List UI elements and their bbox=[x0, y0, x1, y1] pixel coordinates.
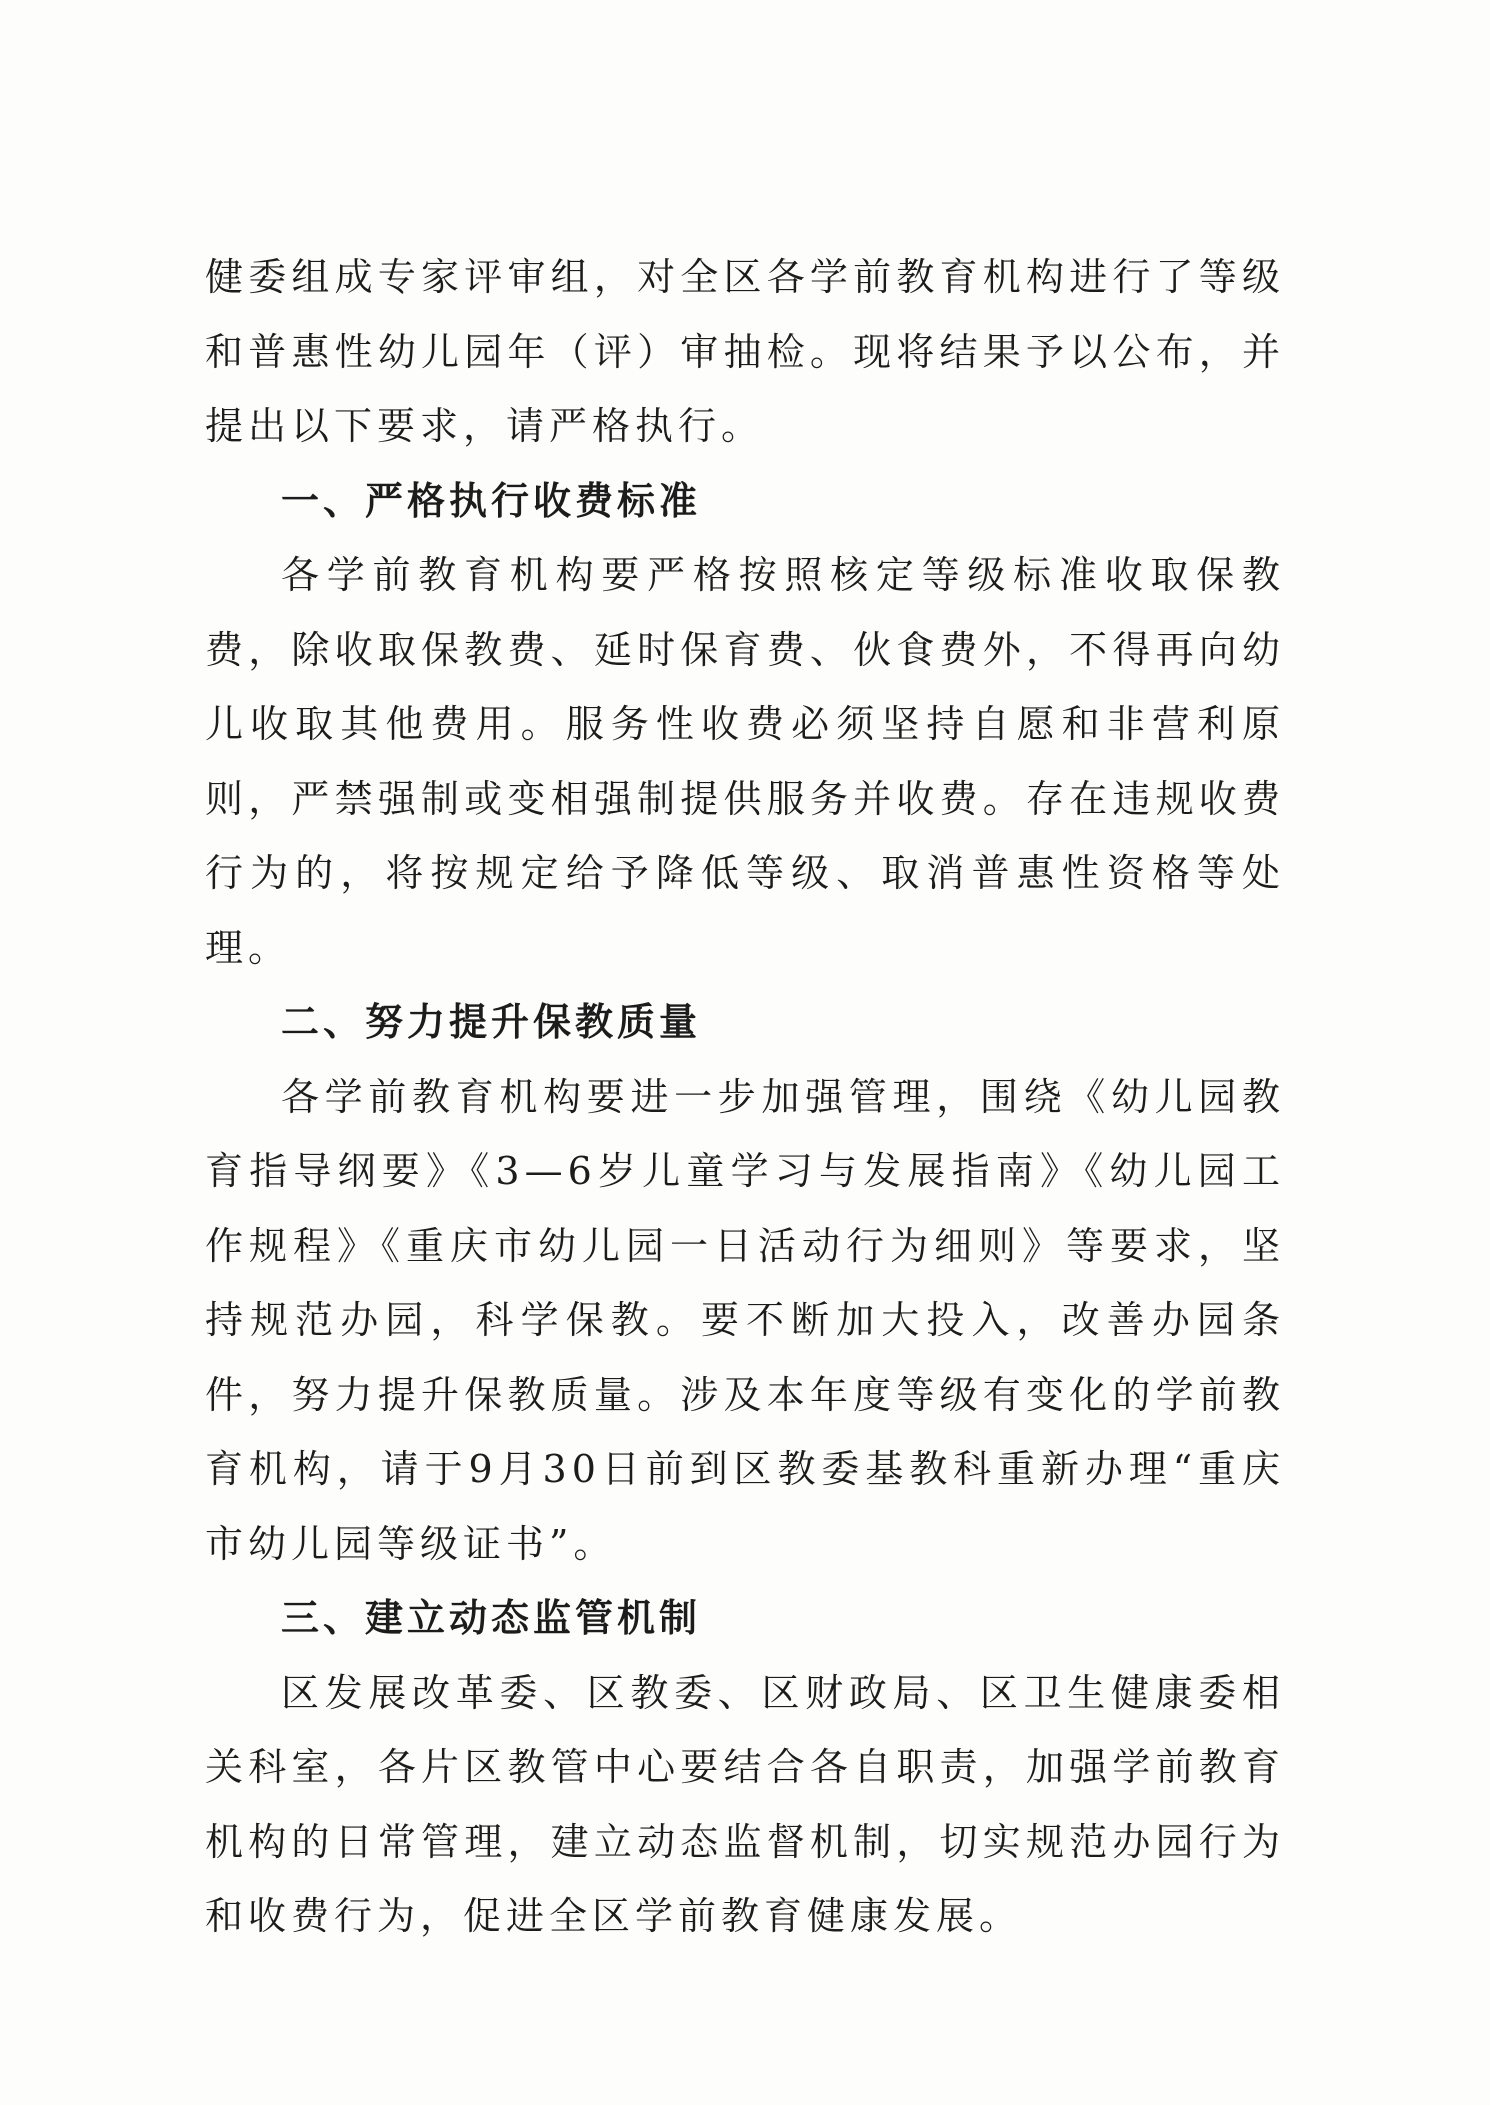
section-body-dynamic-supervision: 区发展改革委、区教委、区财政局、区卫生健康委相关科室，各片区教管中心要结合各自职责，加强学前教育机构的日常管理，建立动态监督机制，切实规范办园行为和收费行为，促进全区学前教育健康发展。 bbox=[205, 1670, 1285, 1938]
intro-paragraph: 健委组成专家评审组，对全区各学前教育机构进行了等级和普惠性幼儿园年（评）审抽检。现将结果予以公布，并提出以下要求，请严格执行。 bbox=[205, 255, 1285, 448]
section-body-education-quality: 各学前教育机构要进一步加强管理，围绕《幼儿园教育指导纲要》《3—6岁儿童学习与发展指南》《幼儿园工作规程》《重庆市幼儿园一日活动行为细则》等要求，坚持规范办园，科学保教。要不断加大投入，改善办园条件，努力提升保教质量。涉及本年度等级有变化的学前教育机构，请于9月30日前到区教委基教科重新办理“重庆市幼儿园等级证书”。 bbox=[205, 1074, 1285, 1566]
section-heading-fee-standards: 一、严格执行收费标准 bbox=[281, 478, 702, 523]
section-heading-education-quality: 二、努力提升保教质量 bbox=[281, 1000, 702, 1044]
section-heading-dynamic-supervision: 三、建立动态监管机制 bbox=[281, 1596, 702, 1640]
document-body bbox=[205, 240, 1285, 1954]
section-body-fee-standards: 各学前教育机构要严格按照核定等级标准收取保教费，除收取保教费、延时保育费、伙食费外，不得再向幼儿收取其他费用。服务性收费必须坚持自愿和非营利原则，严禁强制或变相强制提供服务并收费。存在违规收费行为的，将按规定给予降低等级、取消普惠性资格等处理。 bbox=[205, 553, 1285, 970]
